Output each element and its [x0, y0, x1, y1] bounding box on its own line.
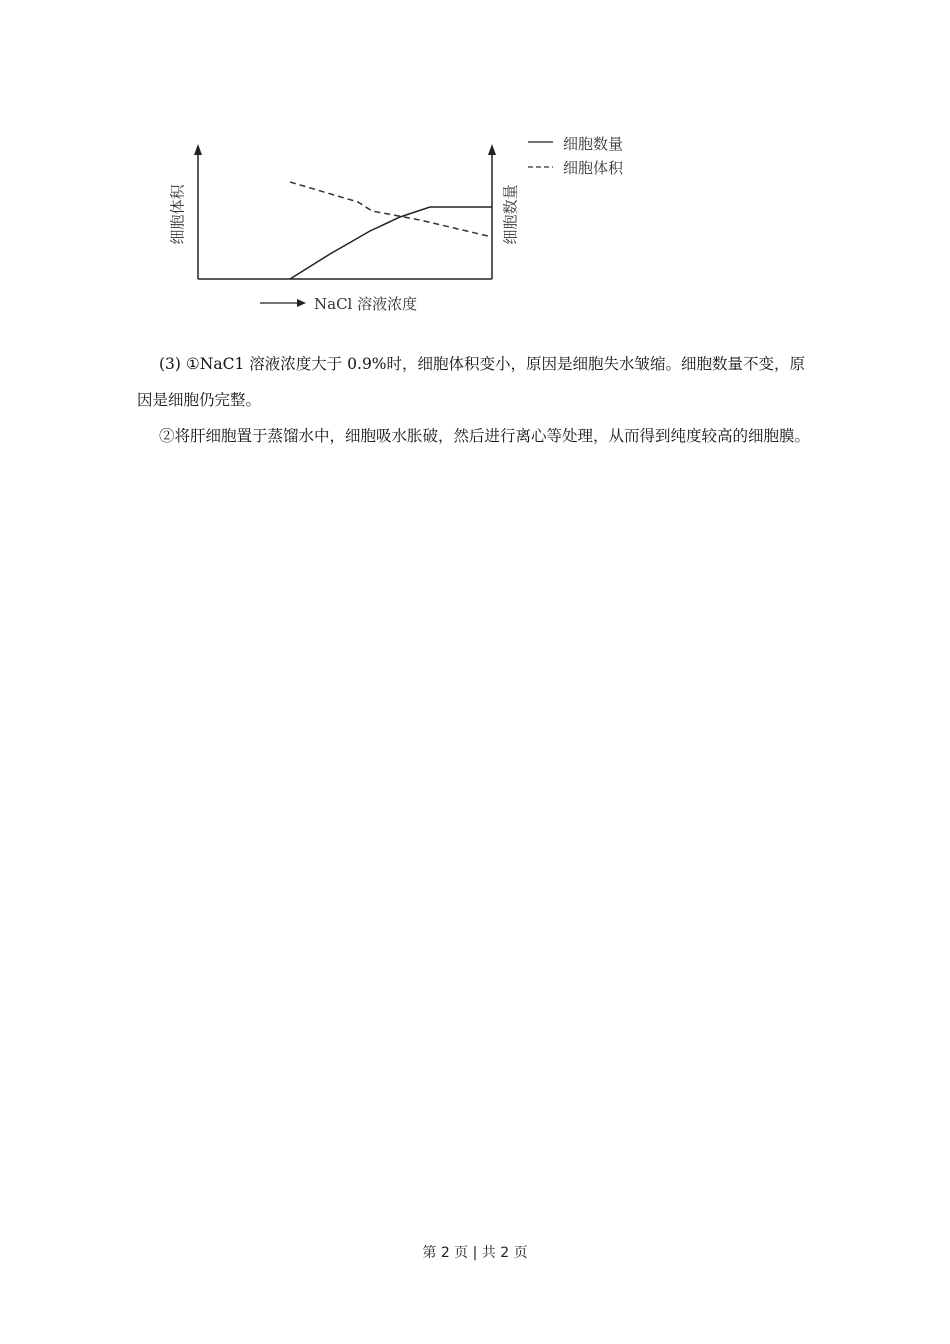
legend-label-number: 细胞数量: [563, 135, 624, 153]
right-axis-label: 细胞数量: [501, 184, 520, 245]
answer-paragraph-1: (3) ①NaC1 溶液浓度大于 0.9%时，细胞体积变小，原因是细胞失水皱缩。细胞数量不变，原因是细胞仍完整。: [137, 355, 806, 409]
answer-paragraph-2: ②将肝细胞置于蒸馏水中，细胞吸水胀破，然后进行离心等处理，从而得到纯度较高的细胞膜。: [159, 427, 811, 445]
x-axis-label: NaCl 溶液浓度: [314, 295, 418, 313]
page-footer: 第 2 页 | 共 2 页: [422, 1245, 528, 1261]
left-axis-label: 细胞体积: [168, 184, 187, 245]
legend-label-volume: 细胞体积: [563, 159, 624, 177]
